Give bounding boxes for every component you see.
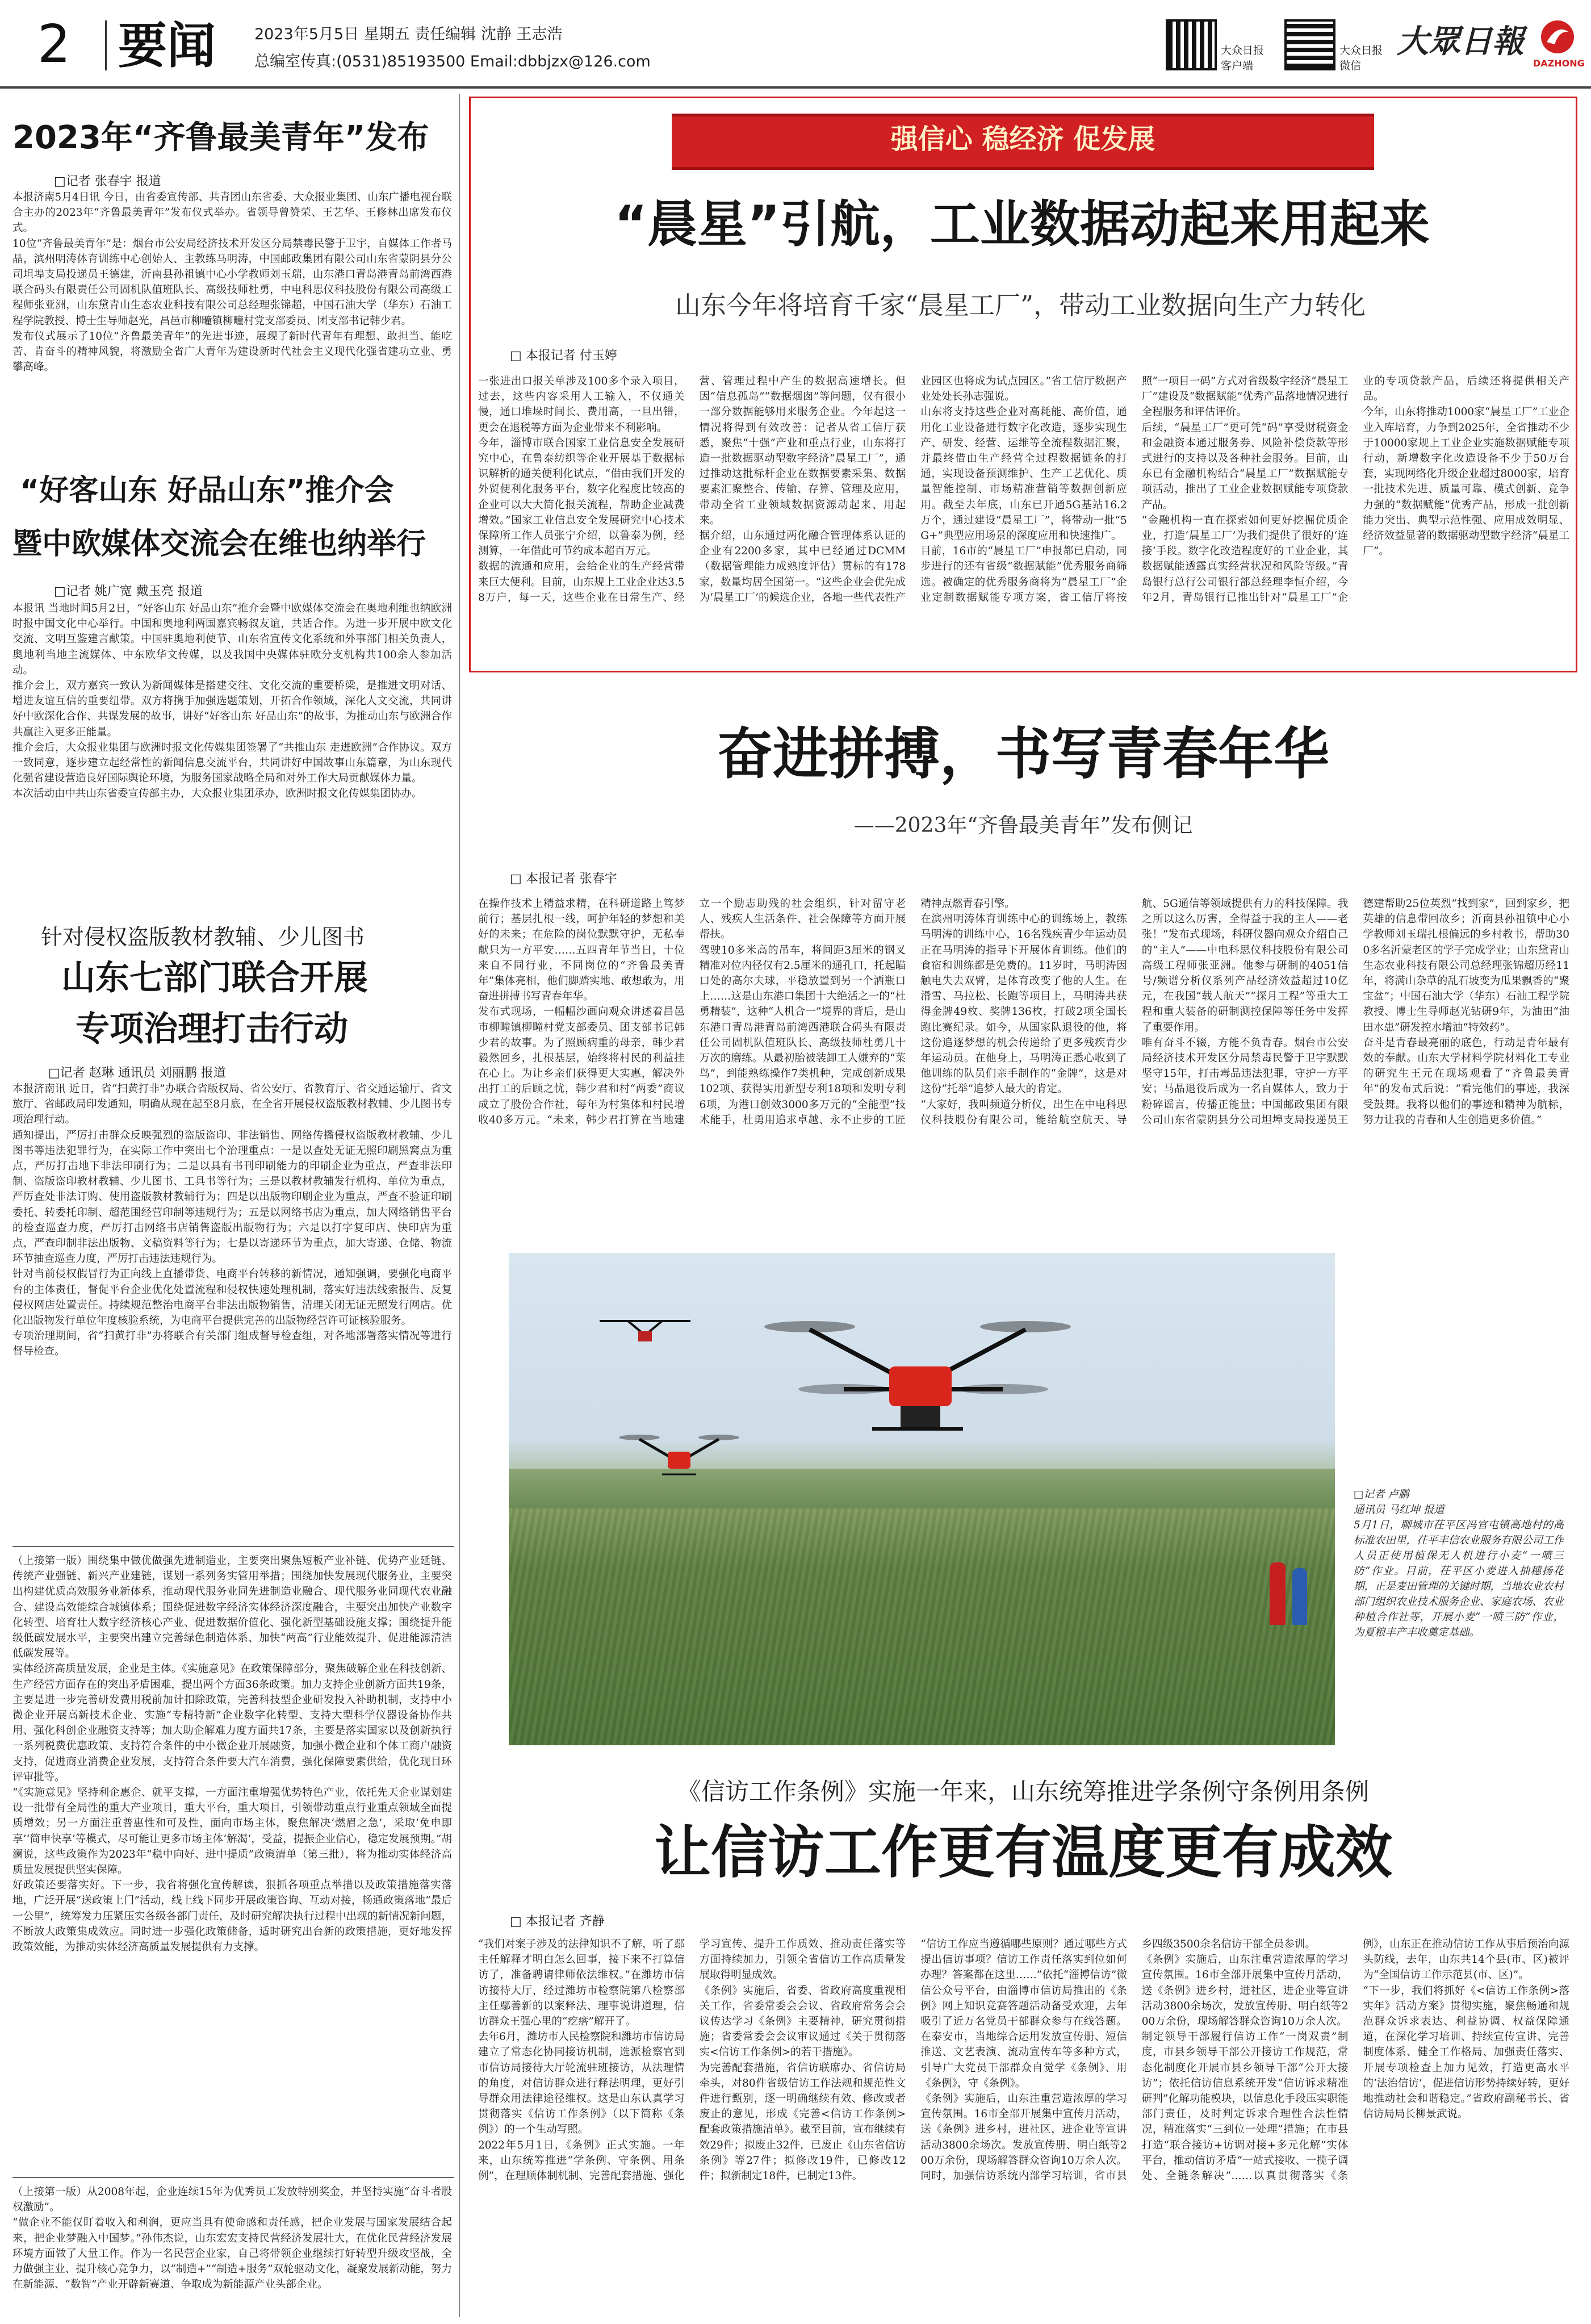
letters-kicker: 《信访工作条例》实施一年来，山东统筹推进学条例守条例用条例 [677,1778,1369,1805]
masthead [0,0,1591,85]
left-section-rule [12,1546,454,1547]
left-column-divider [459,94,460,2317]
letters-byline: □ 本报记者 齐静 [510,1915,605,1929]
drone-far-icon [594,1310,696,1349]
top-story-headline: “晨星”引航，工业数据动起来用起来 [614,195,1430,253]
promotion-article: 本报讯 当地时间5月2日，“好客山东 好品山东”推介会暨中欧媒体交流会在奥地利维也纳欧洲时报中国文化中心举行。中国和奥地利两国嘉宾畅叙友谊，共话合作。为进一步开展中欧文化交流、文明互鉴建言献策。中国驻奥地利使节、山东省宣传文化系统和外事部门相关负责人，奥地利当地主流媒体、中东欧华文传媒，以及我国中央媒体驻欧分支机构共100余人参加活动。 推介会上，双方嘉宾一致认为新闻媒体是搭建交往、文化交流的重要桥梁，是推进文明对话、增进友谊互信的重要纽带。双方将携手加强选题策划，开拓合作领域，深化人文交流，共同讲好中欧深化合作、共谋发展的故事，讲好“好客山东 好品山东”的故事，为推动山东与欧洲合作共赢注入更多正能量。 推介会后，大众报业集团与欧洲时报文化传媒集团签署了“共推山东 走进欧洲”合作协议。双方一致同意，逐步建立起经常性的新闻信息交流平台，共同讲好中国故事山东篇章，为山东现代化强省建设营造良好国际舆论环境，为服务国家战略全局和对外工作大局贡献媒体力量。 本次活动由中共山东省委宣传部主办，大众报业集团承办，欧洲时报文化传媒集团协办。 [12,603,452,800]
left-bottom-rule [12,2177,454,2178]
piracy-headline-line2: 专项治理打击行动 [76,1009,348,1049]
top-story-article: 一张进出口报关单涉及100多个录入项目，过去，这些内容采用人工输入，不仅通关慢，通口堆垛时间长、费用高，一旦出错，更会在退税等方面为企业带来不利影响。 今年，淄博市联合国家工业信息安全发展研究中心，在鲁泰纺织等企业开展基于数据标识解析的通关便利化试点，“借由我们开发的外贸便利化服务平台，数字化程度比较高的企业可以大大简化报关流程，帮助企业减费增效。”国家工业信息安全发展研究中心技术保障所工作人员张宁介绍，以鲁泰为例，经测算，一年借此可节约成本超百万元。 数据的流通和应用，会给企业的生产经营带来巨大便利。目前，山东规上工业企业达3.58万户，每一天，这些企业在日常生产、经营、管理过程中产生的数据高速增长。但因“信息孤岛”“数据烟囱”等问题，仅有很小一部分数据能够用来服务企业。今年起这一情况将得到有效改善：记者从省工信厅获悉，聚焦“十强”产业和重点行业，山东将打造一批数据驱动型数字经济“晨星工厂”，通过推动这批标杆企业在数据要素采集、数据要素汇聚整合、传输、存算、管理及应用，带动全省工业领域数据资源动起来、用起来。 据介绍，山东通过两化融合管理体系认证的企业有2200多家，其中已经通过DCMM（数据管理能力成熟度评估）贯标的有178家，数量均居全国第一。“这些企业会优先成为‘晨星工厂’的候选企业，各地一些代表性产业园区也将成为试点园区。”省工信厅数据产业处处长孙志强说。 山东将支持这些企业对高耗能、高价值，通用化工业设备进行数字化改造，逐步实现生产、研发、经营、运维等全流程数据汇聚，并最终借由生产经营全过程数据链条的打通，实现设备预测维护、生产工艺优化、质量智能控制、市场精准营销等数据创新应用。截至去年底，山东已开通5G基站16.2万个，通过建设“晨星工厂”，将带动一批“5G+”典型应用场景的深度应用和快速推广。 目前，16市的“晨星工厂”申报都已启动，同步进行的还有省级“数据赋能”优秀服务商筛选。被确定的优秀服务商将为“晨星工厂”企业定制数据赋能专项方案，省工信厅将按照“一项目一码”方式对省级数字经济“晨星工厂”建设及“数据赋能”优秀产品落地情况进行全程服务和评估评价。 后续，“晨星工厂”更可凭“码”享受财税资金和金融资本通过服务券、风险补偿贷款等形式进行的支持以及各种社会服务。目前，山东已有金融机构结合“晨星工厂”数据赋能专项活动，推出了工业企业数据赋能专项贷款产品。 “金融机构一直在探索如何更好挖掘优质企业，打造‘晨星工厂’为我们提供了很好的‘连接’手段。数字化改造程度好的工业企业，其数据赋能透露真实经营状况和风险等级。”青岛银行总行公司银行部总经理李恒介绍，今年2月，青岛银行已推出针对“晨星工厂”企业的专项贷款产品，后续还将提供相关产品。 今年，山东将推动1000家“晨星工厂”工业企业入库培育，力争到2025年，全省推动不少于10000家规上工业企业实施数据赋能专项行动，新增数字化改造设备不少于50万台套，实现网络化升级企业超过8000家，培育一批技术先进、质量可靠、模式创新、竞争力强的“数据赋能”优秀产品，形成一批创新能力突出、典型示范性强、应用成效明显、经济效益显著的数据驱动型数字经济“晨星工厂”。 [478,375,1569,604]
top-story-byline: □ 本报记者 付玉婷 [510,349,617,363]
qr-code-wechat-label: 大众日报 微信 [1339,44,1383,72]
letters-article: “我们对案子涉及的法律知识不了解，听了鄢主任解释才明白怎么回事，接下来不打算信访了，准备聘请律师依法维权。”在潍坊市信访接待大厅，经过潍坊市检察院第八检察部主任鄢善新的以案释法、理事说讲道理，信访群众王强心里的“疙瘩”解开了。 去年6月，潍坊市人民检察院和潍坊市信访局建立了常态化协同接访机制，选派检察官到市信访局接待大厅轮流驻班接访，从法理情的角度，对信访群众进行释法明理，更好引导群众用法律途径维权。这是山东认真学习贯彻落实《信访工作条例》（以下简称《条例》）的一个生动写照。 2022年5月1日，《条例》正式实施。一年来，山东统筹推进“学条例、守条例、用条例”，在理顺体制机制、完善配套措施、强化学习宣传、提升工作质效、推动责任落实等方面持续加力，引领全省信访工作高质量发展取得明显成效。 《条例》实施后，省委、省政府高度重视相关工作，省委常委会会议、省政府常务会会议传达学习《条例》主要精神，研究贯彻措施；省委常委会会议审议通过《关于贯彻落实<信访工作条例>的若干措施》。 为完善配套措施，省信访联席办、省信访局牵头，对80件省级信访工作法规和规范性文件进行甄别，逐一明确继续有效、修改或者废止的意见，形成《完善<信访工作条例>配套政策措施清单》。截至目前，宣布继续有效29件；拟废止32件，已废止《山东省信访条例》等27件；拟修改19件，已修改12件；拟新制定18件，已制定13件。 “信访工作应当遵循哪些原则？通过哪些方式提出信访事项？信访工作责任落实到位如何办理？答案都在这里……”依托“淄博信访”微信公众号平台，由淄博市信访局推出的《条例》网上知识竞赛答题活动备受欢迎，去年吸引了近万名党员干部群众参与在线答题。在泰安市，当地综合运用发放宣传册、短信推送、文艺表演、流动宣传车等多种方式，引导广大党员干部群众自觉学《条例》、用《条例》，守《条例》。 《条例》实施后，山东注重营造浓厚的学习宣传氛围。16市全部开展集中宣传月活动，送《条例》进乡村，进社区，进企业等宣讲活动3800余场次。发放宣传册、明白纸等200万余份，现场解答群众咨询10万余人次。同时，加强信访系统内部学习培训，省市县乡四级3500余名信访干部全员参训。 《条例》实施后，山东注重营造浓厚的学习宣传氛围。16市全部开展集中宣传月活动，送《条例》进乡村，进社区，进企业等宣讲活动3800余场次，发放宣传册、明白纸等200万余份，现场解答群众咨询10万余人次。 制定领导干部履行信访工作“一岗双责”制度，市县乡领导干部公开接访工作规范，常态化制度化开展市县乡领导干部“公开大接访”；依托信访信息系统开发“信访诉求精准研判”化解功能模块，以信息化手段压实职能部门责任，及时判定诉求合理性合法性情况，精准落实“三到位一处理”措施；在市县打造“联合接访+访调对接+多元化解”实体平台，推动信访矛盾“一站式接收、一揽子调处、全链条解决”……以真贯彻落实《条例》，山东正在推动信访工作从事后预治向源头防线，去年，山东共14个县(市、区)被评为“全国信访工作示范县(市、区)”。 “下一步，我们将抓好《<信访工作条例>落实年》活动方案》贯彻实施，聚焦畅通和规范群众诉求表达、利益协调、权益保障通道，在深化学习培训、持续宣传宣讲、完善制度体系、健全工作格局、加强责任落实、开展专项检查上加力见效，打造更高水平的‘法治信访’，促进信访形势持续好转，更好地推动社会和谐稳定。”省政府副秘书长、省信访局局长柳景武说。 [478,1938,1569,2183]
piracy-article: 本报济南讯 近日，省“扫黄打非”办联合省版权局、省公安厅、省教育厅、省交通运输厅、省文旅厅、省邮政局印发通知，明确从现在起至8月底，在全省开展侵权盗版教材教辅、少儿图书专项治理行动。 通知提出，严厉打击群众反映强烈的盗版盗印、非法销售、网络传播侵权盗版教材教辅、少儿图书等违法犯罪行为，在实际工作中突出七个治理重点：一是以查处无证无照印刷黑窝点为重点，严厉打击地下非法印刷行为；二是以具有书刊印刷能力的印刷企业为重点，严查非法印制、盗版盗印教材教辅、少儿图书、工具书等行为；三是以教材教辅发行机构、单位为重点，严厉查处非法订购、使用盗版教材教辅行为；四是以出版物印刷企业为重点，严查不验证印刷委托、转委托印制、超范围经营印制等违规行为；五是以网络书店为重点，加大网络销售平台的检查巡查力度，严厉打击网络书店销售盗版出版物行为；六是以打字复印店、快印店为重点，严查印制非法出版物、文稿资料等行为；七是以寄递环节为重点，加大寄递、仓储、物流环节抽查巡查力度，严厉打击违法违规行为。 针对当前侵权假冒行为正向线上直播带货、电商平台转移的新情况，通知强调，要强化电商平台的主体责任，督促平台企业优化处置流程和侵权快速处理机制，落实好违法线索报告、反复侵权网店处置责任。持续规范整治电商平台非法出版物销售，清理关闭无证无照发行网店。优化出版物发行单位年度核验系统，为电商平台提供完善的出版物经营许可证核验服务。 专项治理期间，省“扫黄打非”办将联合有关部门组成督导检查组，对各地部署落实情况等进行督导检查。 [12,1083,452,1358]
piracy-headline-line1: 山东七部门联合开展 [61,958,368,998]
newspaper-emblem-icon [1540,19,1575,55]
promotion-byline: □记者 姚广宽 戴玉亮 报道 [54,584,203,599]
youth-feature-headline: 奋进拼搏，书写青春年华 [717,722,1329,787]
youth-feature-subtitle: ——2023年“齐鲁最美青年”发布侧记 [853,814,1193,837]
operator-figure-1 [1270,1562,1286,1625]
promotion-headline-line2: 暨中欧媒体交流会在维也纳举行 [12,527,426,561]
drone-small-icon [617,1423,742,1486]
masthead-divider-vertical [105,20,107,70]
youth-feature-byline: □ 本报记者 张春宇 [510,872,617,886]
youth-award-byline: □记者 张春宇 报道 [54,174,161,189]
masthead-rule [0,86,1591,89]
newspaper-logo: 大眾日報 [1397,23,1524,60]
letters-headline: 让信访工作更有温度更有成效 [654,1819,1392,1886]
youth-award-headline: 2023年“齐鲁最美青年”发布 [12,119,429,156]
qr-code-client[interactable] [1166,19,1217,70]
continued-economy-article: （上接第一版）围绕集中做优做强先进制造业，主要突出聚焦短板产业补链、优势产业延链、传统产业强链、新兴产业建链，谋划一系列务实管用举措；围绕加快发展现代服务业，主要突出构建优质高效服务业新体系，推动现代服务业同先进制造业融合、现代服务业同现代农业融合、建设高效能综合城镇体系；围绕促进数字经济实体经济深度融合，主要突出加快产业数字化转型、培育壮大数字经济核心产业、促进数据价值化、强化新型基础设施支撑；围绕提升能级低碳发展水平，主要突出建立完善绿色制造体系、加快“两高”行业能效提升、促进能源清洁低碳发展等。 实体经济高质量发展，企业是主体。《实施意见》在政策保障部分，聚焦破解企业在科技创新、生产经营方面存在的突出矛盾困难，提出两个方面36条政策。加力支持企业创新方面共19条，主要是进一步完善研发费用税前加计扣除政策，完善科技型企业研发投入补助机制，支持中小微企业开展高新技术企业、实施“专精特新”企业数字化转型、支持大型科学仪器设备协作共用、强化科创企业融资支持等；加大助企解难力度方面共17条，主要是落实国家以及创新执行一系列税费优惠政策、支持符合条件的中小微企业开展融资，加强小微企业和个体工商户融资支持，促进商业消费企业发展，支持符合条件要大汽车消费，强化保障要素供给，优化现目环评审批等。 “《实施意见》坚持利企惠企、就平支撑，一方面注重增强优势特色产业，依托先天企业谋划建设一批带有全局性的重大产业项目，重大平台，重大项目，引领带动重点行业重点领域全面提质增效；另一方面注重普惠性和可及性，面向市场主体，聚焦解决‘燃眉之急’，采取‘免申即享’‘简申快享’等模式，尽可能让更多市场主体‘解渴’，受益，提振企业信心，稳定发展预期。”胡澜说，这些政策作为2023年“稳中向好、进中提质”政策清单（第三批），将为推动实体经济高质量发展提供坚实保障。 好政策还要落实好。下一步，我省将强化宣传解读，狠抓各项重点举措以及政策措施落实落地，广泛开展“送政策上门”活动，线上线下同步开展政策咨询、互动对接，畅通政策落地“最后一公里”，统筹发力压紧压实各级各部门责任，及时研究解决执行过程中出现的新情况新问题，不断放大政策集成效应。同时进一步强化政策储备，适时研究出台新的政策措施，更好地发挥政策效能，为推动实体经济高质量发展提供有力支撑。 [12,1555,452,1954]
wheat-field [509,1508,1335,1745]
qr-code-client-label: 大众日报 客户端 [1221,44,1265,72]
drone-large-icon [759,1304,1077,1452]
top-story-subtitle: 山东今年将培育千家“晨星工厂”，带动工业数据向生产力转化 [675,290,1366,320]
slogan-text: 强信心 稳经济 促发展 [890,123,1155,155]
piracy-byline: □记者 赵琳 通讯员 刘丽鹏 报道 [48,1066,226,1080]
issue-info-line: 2023年5月5日 星期五 责任编辑 沈静 王志浩 [254,26,563,43]
piracy-kicker: 针对侵权盗版教材教辅、少儿图书 [41,925,365,950]
photo-caption: □记者 卢鹏 通讯员 马红坤 报道 5月1日，聊城市茌平区冯官屯镇高地村的高标准农田里，茌平丰信农业服务有限公司工作人员正使用植保无人机进行小麦“一喷三防”作业。目前，茌平区小麦进入抽穗扬花期，正是麦田管理的关键时期，当地农业农村部门组织农业技术服务企业、家庭农场、农业种植合作社等，开展小麦“一喷三防”作业，为夏粮丰产丰收奠定基础。 [1354,1489,1564,1638]
qr-code-wechat[interactable] [1284,19,1335,70]
youth-award-article: 本报济南5月4日讯 今日，由省委宣传部、共青团山东省委、大众报业集团、山东广播电视台联合主办的2023年“齐鲁最美青年”发布仪式举办。省领导曾赞荣、王艺华、王修林出席发布仪式。 10位“齐鲁最美青年”是：烟台市公安局经济技术开发区分局禁毒民警于卫宇，自媒体工作者马晶，滨州明涛体育训练中心创始人、主教练马明涛，中国邮政集团有限公司山东省蒙阴县分公司坦埠支局投递员王德建，沂南县孙祖镇中心小学教师刘玉瑞，山东港口青岛港青岛前湾西港联合码头有限责任公司固机队值班队长、高级技师杜勇，中电科思仪科技股份有限公司高级工程师张亚洲，山东黛青山生态农业科技有限公司总经理张锦超，中国石油大学（华东）石油工程学院教授、博士生导师赵光，昌邑市柳疃镇柳疃村党支部委员、团支部书记韩少君。 发布仪式展示了10位“齐鲁最美青年”的先进事迹，展现了新时代青年有理想、敢担当、能吃苦、肯奋斗的精神风貌，将激励全省广大青年为建设新时代社会主义现代化强省建功立业、勇攀高峰。 [12,191,452,374]
page-number: 2 [37,16,71,73]
continued-enterprise-article: （上接第一版）从2008年起，企业连续15年为优秀员工发放特别奖金，并坚持实施“奋斗者股权激励”。 “做企业不能仅盯着收入和利润，更应当具有使命感和责任感，把企业发展与国家发展结合起来，把企业梦融入中国梦。”孙伟杰说，山东宏宏支持民营经济发展壮大，在优化民营经济发展环境方面做了大量工作。作为一名民营企业家，自己将带领企业继续打好转型升级攻坚战，全力做强主业、提升核心竞争力，以“制造+”“制造+服务”双轮驱动文化，凝聚发展新动能，努力在新能源、“数智”产业开辟新赛道、争取成为新能源产业头部企业。 [12,2186,452,2291]
promotion-headline-line1: “好客山东 好品山东”推介会 [20,474,394,508]
newspaper-logo-en: DAZHONG [1533,58,1585,69]
section-title: 要闻 [118,19,216,73]
contact-info-line: 总编室传真:(0531)85193500 Email:dbbjzx@126.com [254,53,651,70]
drone-photo [509,1253,1335,1745]
youth-feature-article: 在操作技术上精益求精，在科研道路上笃梦前行；基层扎根一线，呵护年轻的梦想和美好的未来；在危险的岗位默默守护，无私奉献只为一方平安……五四青年节当日，十位来自不同行业，不同岗位的“齐鲁最美青年”集体亮相，他们脚踏实地、敢想敢为，用奋进拼搏书写青春年华。 发布式现场，一幅幅沙画向观众讲述着昌邑市柳疃镇柳疃村党支部委员、团支部书记韩少君的故事。为了照顾病重的母亲，韩少君毅然回乡，扎根基层，始终将村民的利益挂在心上。为让乡亲们获得更大实惠，解决外出打工的后顾之忧，韩少君和村“两委”商议成立了股份合作社，每年为村集体和村民增收40多万元。“未来，韩少君打算在当地建立一个励志助残的社会组织，针对留守老人、残疾人生活条件、社会保障等方面开展帮扶。 驾驶10多米高的吊车，将间距3厘米的钢叉精准对位内径仅有2.5厘米的通孔口，托起瞄口处的高尔夫球，平稳放置到另一个洒瓶口上……这是山东港口集团十大绝活之一的“杜勇精装”，这种“人机合一”境界的背后，是山东港口青岛港青岛前湾西港联合码头有限责任公司固机队值班队长、高级技师杜勇几十万次的磨练。从最初胎被装卸工人嫌弃的“菜鸟”，到能熟练操作7类机种，完成创新成果102项、获得实用新型专利18项和发明专利6项，为港口创效3000多万元的“全能型”技术能手，杜勇用追求卓越、永不止步的工匠精神点燃青春引擎。 在滨州明涛体育训练中心的训练场上，教练马明涛的训练中心，16名残疾青少年运动员正在马明涛的指导下开展体育训练。他们的食宿和训练都是免费的。11岁时，马明涛因触电失去双臂，是体育改变了他的人生。在滑雪、马拉松、长跑等项目上，马明涛共获得金牌49枚、奖牌136枚，打破2项全国长跑比赛纪录。如今，从国家队退役的他，将这份追逐梦想的机会传递给了更多残疾青少年运动员。在他身上，马明涛正悉心收到了他训练的队员们亲手制作的“金牌”，这是对这份“托举”追梦人最大的肯定。 “大家好，我叫频道分析仪，出生在中电科思仪科技股份有限公司，能给航空航天、导航、5G通信等领域提供有力的科技保障。我之所以这么厉害，全得益于我的主人——老张！”发布式现场，科研仪器向观众介绍自己的“主人”——中电科思仪科技股份有限公司高级工程师张亚洲。他参与研制的4051信号/频谱分析仪系列产品经济效益超过10亿元，在我国“载人航天”“探月工程”等重大工程和重大装备的研制测控保障等任务中发挥了重要作用。 唯有奋斗不辍，方能不负青春。烟台市公安局经济技术开发区分局禁毒民警于卫宇默默坚守15年，打击毒品违法犯罪，守护一方平安；马晶退役后成为一名自媒体人，致力于粉碎谣言，传播正能量；中国邮政集团有限公司山东省蒙阴县分公司坦埠支局投递员王德建帮助25位英烈“找到家”，回到家乡，把英雄的信息带回故乡；沂南县孙祖镇中心小学教师刘玉瑞扎根偏远的乡村教书，帮助300多名沂蒙老区的学子完成学业；山东黛青山生态农业科技有限公司总经理张锦超历经11年，将满山杂草的乱石坡变为瓜果飘香的“聚宝盆”；中国石油大学（华东）石油工程学院教授、博士生导师赵光钻研9年，为油田“油田水患”研发控水增油“特效药”。 奋斗是青春最亮丽的底色，行动是青年最有效的奉献。山东大学材料学院材料化工专业的研究生王元在现场观看了“齐鲁最美青年”的发布式后说：“看完他们的事迹，我深受鼓舞。我将以他们的事迹和精神为航标，努力让我的青春和人生创造更多价值。” [478,898,1569,1126]
operator-figure-2 [1292,1568,1307,1625]
